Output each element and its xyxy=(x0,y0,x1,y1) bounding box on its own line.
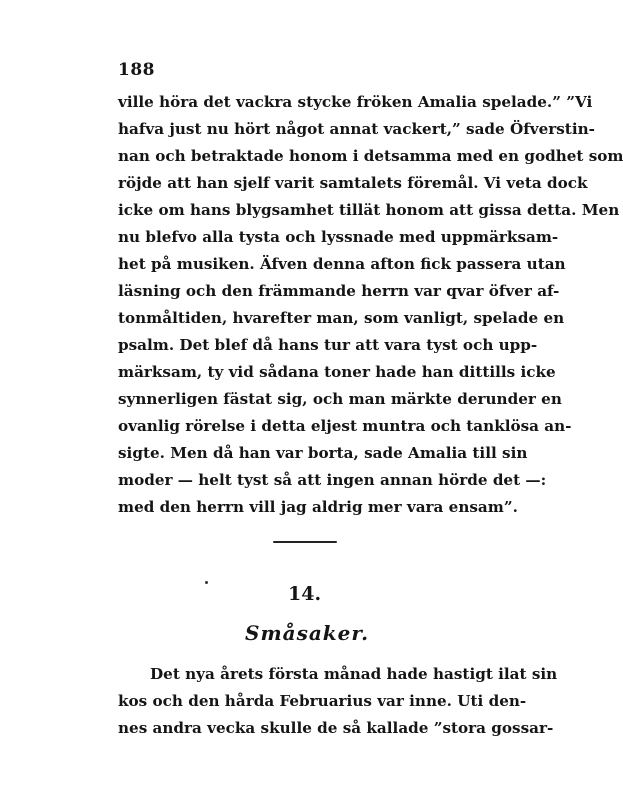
text-line: nu blefvo alla tysta och lyssnade med uppmärksam- xyxy=(118,228,559,246)
text-line: ville höra det vackra stycke fröken Amalia spelade.” ”Vi xyxy=(118,93,593,111)
text-line: läsning och den främmande herrn var qvar öfver af- xyxy=(118,282,560,300)
page-number: 188 xyxy=(118,60,155,80)
text-line: het på musiken. Äfven denna afton fick passera utan xyxy=(118,255,566,273)
text-line: tonmåltiden, hvarefter man, som vanligt, spelade en xyxy=(118,309,565,327)
text-line: hafva just nu hört något annat vackert,” sade Öfverstin- xyxy=(118,120,595,138)
text-line: ovanlig rörelse i detta eljest muntra och tanklösa an- xyxy=(118,417,572,435)
text-line: röjde att han sjelf varit samtalets föremål. Vi veta dock xyxy=(118,174,588,192)
text-line: sigte. Men då han var borta, sade Amalia till sin xyxy=(118,444,528,462)
text-line: nes andra vecka skulle de så kallade ”stora gossar- xyxy=(118,719,554,737)
text-line: moder — helt tyst så att ingen annan hörde det —: xyxy=(118,471,547,489)
section-number: 14. xyxy=(288,583,322,605)
print-speck xyxy=(205,581,208,584)
section-divider xyxy=(273,541,337,543)
section-title: Småsaker. xyxy=(245,621,370,645)
text-line: märksam, ty vid sådana toner hade han dittills icke xyxy=(118,363,556,381)
text-line: kos och den hårda Februarius var inne. Uti den- xyxy=(118,692,527,710)
text-line: med den herrn vill jag aldrig mer vara ensam”. xyxy=(118,498,518,516)
text-line: synnerligen fästat sig, och man märkte derunder en xyxy=(118,390,562,408)
text-line: nan och betraktade honom i detsamma med en godhet som xyxy=(118,147,623,165)
text-line: Det nya årets första månad hade hastigt ilat sin xyxy=(150,665,558,683)
text-line: psalm. Det blef då hans tur att vara tyst och upp- xyxy=(118,336,538,354)
text-line: icke om hans blygsamhet tillät honom att gissa detta. Men xyxy=(118,201,620,219)
